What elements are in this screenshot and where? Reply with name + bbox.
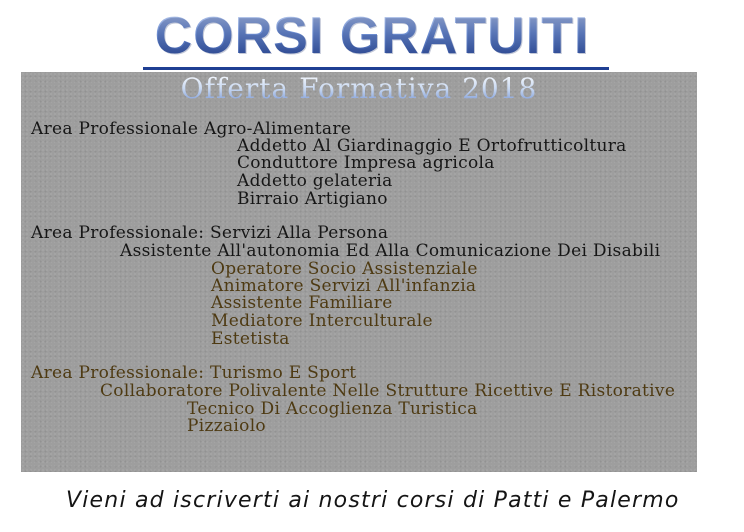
course-item: Animatore Servizi All'infanzia bbox=[211, 276, 477, 296]
course-item: Pizzaiolo bbox=[187, 416, 266, 436]
courses-panel bbox=[21, 72, 697, 472]
course-item: Assistente Familiare bbox=[211, 293, 393, 313]
course-item: Assistente All'autonomia Ed Alla Comunicazione Dei Disabili bbox=[120, 241, 661, 261]
course-item: Mediatore Interculturale bbox=[211, 311, 433, 331]
area-heading-servizi: Area Professionale: Servizi Alla Persona bbox=[31, 223, 389, 243]
course-item: Collaboratore Polivalente Nelle Strutture Ricettive E Ristorative bbox=[100, 381, 676, 401]
course-item: Addetto Al Giardinaggio E Ortofrutticoltura bbox=[237, 136, 627, 156]
course-item: Conduttore Impresa agricola bbox=[237, 153, 495, 173]
area-heading-turismo: Area Professionale: Turismo E Sport bbox=[31, 363, 357, 383]
course-item: Operatore Socio Assistenziale bbox=[211, 259, 478, 279]
subtitle: Offerta Formativa 2018 bbox=[21, 72, 697, 105]
footer-cta: Vieni ad iscriverti ai nostri corsi di Patti e Palermo bbox=[66, 488, 680, 513]
course-item: Estetista bbox=[211, 329, 290, 349]
course-item: Birraio Artigiano bbox=[237, 189, 388, 209]
page-title: CORSI GRATUITI bbox=[0, 6, 744, 66]
title-underline bbox=[143, 67, 609, 70]
course-item: Addetto gelateria bbox=[237, 171, 393, 191]
course-item: Tecnico Di Accoglienza Turistica bbox=[187, 399, 478, 419]
area-heading-agro: Area Professionale Agro-Alimentare bbox=[31, 119, 352, 139]
